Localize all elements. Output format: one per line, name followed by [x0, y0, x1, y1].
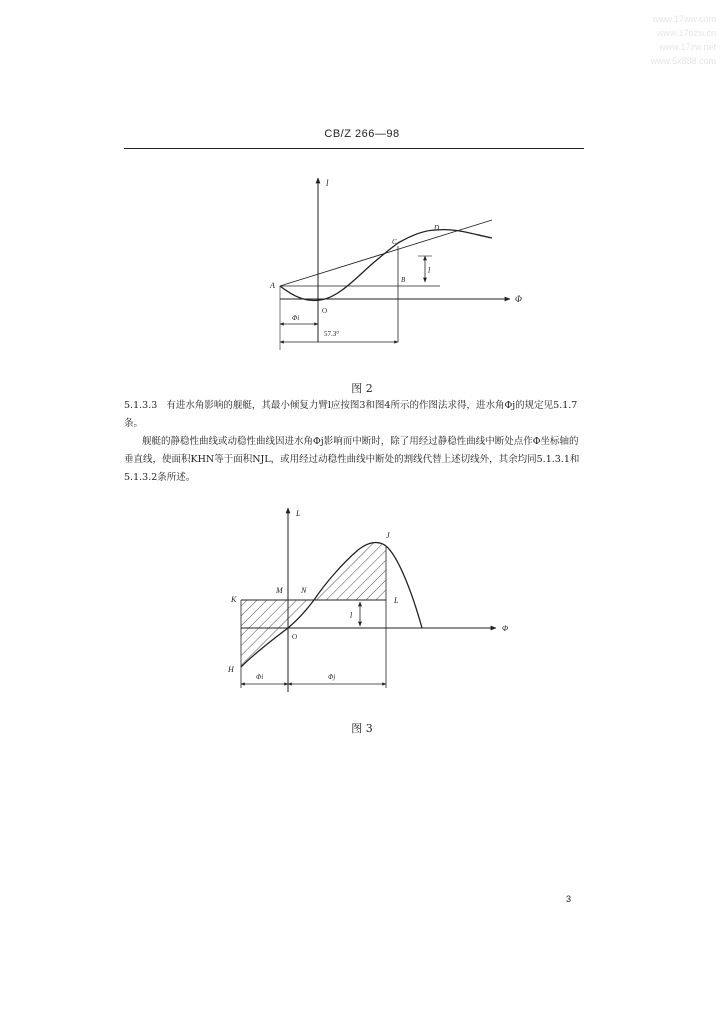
watermark-line: www.17bzw.cn	[656, 28, 716, 38]
page-number: 3	[566, 894, 572, 904]
paragraph-1: 有进水角影响的舰艇，其最小倾复力臂l应按图3和图4所示的作图法求得，进水角Φj的规定见5.1.7条。	[124, 400, 578, 429]
header-rule	[124, 148, 584, 149]
l-marker-label: l	[428, 266, 431, 275]
figure-2-diagram	[260, 170, 530, 355]
phi-i-label: Φi	[292, 314, 300, 322]
watermark-line: www.17zw.net	[658, 42, 716, 52]
y-axis-label: l	[326, 178, 329, 188]
figure-2-caption: 图 2	[351, 382, 373, 395]
phi-i-label: Φi	[256, 673, 264, 681]
point-l-label: L	[394, 596, 399, 605]
point-n-label: N	[301, 586, 307, 595]
x-axis-label: Φ	[515, 294, 522, 304]
figure-3-diagram	[226, 502, 526, 702]
point-h-label: H	[228, 665, 234, 674]
figure-2	[260, 170, 530, 355]
document-code-header: CB/Z 266—98	[324, 128, 400, 140]
point-c-label: C	[392, 238, 397, 246]
l-marker-label: l	[350, 611, 353, 620]
point-m-label: M	[276, 586, 283, 595]
point-o-label: O	[292, 633, 298, 641]
watermark-line: www.17ww.com	[652, 14, 716, 24]
figure-3	[226, 502, 526, 702]
phi-j-label: Φj	[328, 673, 336, 681]
angle-label: 57.3°	[324, 330, 340, 338]
figure-3-caption: 图 3	[351, 722, 373, 735]
y-axis-label: L	[296, 509, 301, 518]
point-a-label: A	[270, 281, 275, 290]
point-o-label: O	[322, 307, 328, 315]
text-block	[124, 397, 584, 487]
section-number: 5.1.3.3	[124, 400, 158, 411]
point-k-label: K	[231, 595, 237, 604]
stability-curve	[280, 230, 492, 301]
x-axis-label: Φ	[502, 624, 509, 633]
point-b-label: B	[401, 276, 406, 284]
watermark-line: www.5x888.com	[650, 56, 716, 66]
point-j-label: J	[386, 531, 390, 540]
area-njl	[314, 543, 386, 600]
point-d-label: D	[434, 224, 440, 232]
watermark	[650, 12, 716, 68]
paragraph-2: 舰艇的静稳性曲线或动稳性曲线因进水角Φj影响而中断时，除了用经过静稳性曲线中断处点作Φ坐标轴的垂直线，使面积KHN等于面积NJL，或用经过动稳性曲线中断处的割线代替上述切线外，其余均同5.1.3.1和5.1.3.2条所述。	[124, 436, 580, 483]
